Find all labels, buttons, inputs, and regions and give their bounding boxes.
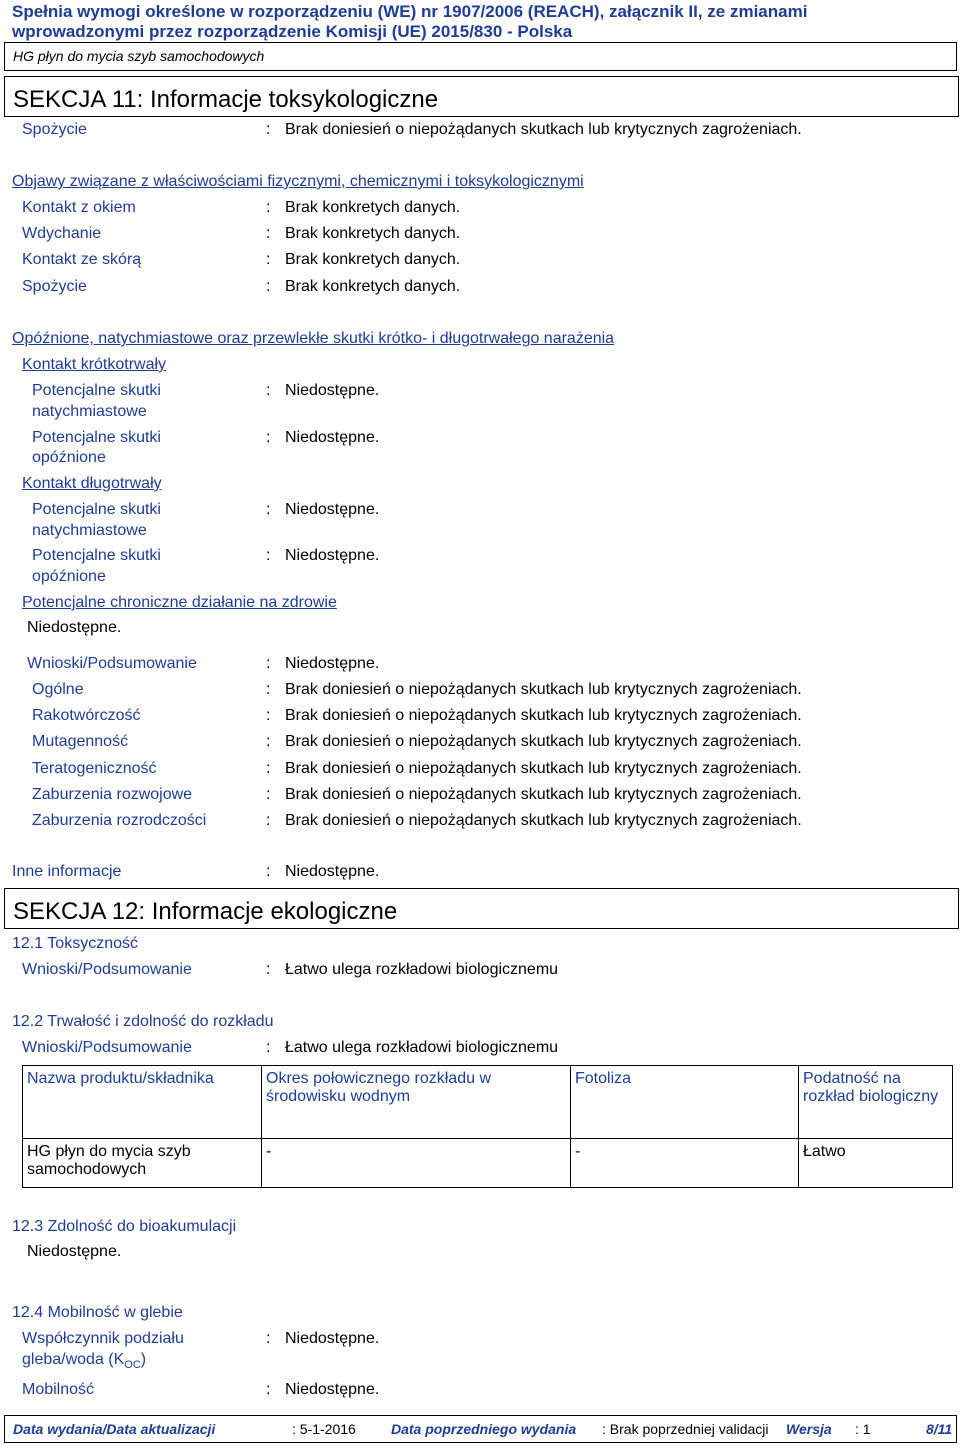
colon: : xyxy=(266,1381,271,1398)
mutagenicity-value: Brak doniesień o niepożądanych skutkach lub krytycznych zagrożeniach. xyxy=(285,733,802,750)
product-name-bar xyxy=(4,42,957,71)
chronic-heading: Potencjalne chroniczne działanie na zdrowie xyxy=(22,594,337,611)
teratogenicity-label: Teratogeniczność xyxy=(32,760,157,777)
colon: : xyxy=(266,225,271,242)
ingestion-label: Spożycie xyxy=(22,121,87,138)
long-immediate-label-2: natychmiastowe xyxy=(32,522,147,539)
long-delayed-label-1: Potencjalne skutki xyxy=(32,547,161,564)
short-delayed-label-2: opóźnione xyxy=(32,449,106,466)
inhalation-value: Brak konkretych danych. xyxy=(285,225,461,242)
section-11-title-box xyxy=(4,76,959,117)
long-delayed-value: Niedostępne. xyxy=(285,547,380,564)
long-immediate-label-1: Potencjalne skutki xyxy=(32,501,161,518)
toxicity-heading: 12.1 Toksyczność xyxy=(12,935,138,952)
koc-subscript: OC xyxy=(124,1359,141,1372)
carcinogenicity-label: Rakotwórczość xyxy=(32,707,141,724)
doc-header-line2: wprowadzonymi przez rozporządzenie Komisji (UE) 2015/830 - Polska xyxy=(12,22,573,41)
developmental-value: Brak doniesień o niepożądanych skutkach lub krytycznych zagrożeniach. xyxy=(285,786,802,803)
version-label: Wersja xyxy=(786,1421,832,1437)
toxicity-summary-value: Łatwo ulega rozkładowi biologicznemu xyxy=(285,961,559,978)
summary-value: Niedostępne. xyxy=(285,655,380,672)
eye-contact-label: Kontakt z okiem xyxy=(22,199,136,216)
other-info-value: Niedostępne. xyxy=(285,863,380,880)
ingestion-symptom-value: Brak konkretych danych. xyxy=(285,278,461,295)
short-immediate-label-1: Potencjalne skutki xyxy=(32,382,161,399)
table-row xyxy=(23,1139,953,1188)
table-header-row xyxy=(23,1066,953,1139)
colon: : xyxy=(266,382,271,399)
colon: : xyxy=(266,707,271,724)
delayed-effects-heading: Opóźnione, natychmiastowe oraz przewlekłe skutki krótko- i długotrwałego narażenia xyxy=(12,330,615,347)
table-cell-halflife: - xyxy=(262,1139,571,1188)
long-delayed-label-2: opóźnione xyxy=(32,568,106,585)
teratogenicity-value: Brak doniesień o niepożądanych skutkach lub krytycznych zagrożeniach. xyxy=(285,760,802,777)
table-header-product: Nazwa produktu/składnika xyxy=(23,1066,262,1139)
long-immediate-value: Niedostępne. xyxy=(285,501,380,518)
section-12-title: SEKCJA 12: Informacje ekologiczne xyxy=(13,898,398,925)
bioaccumulation-value: Niedostępne. xyxy=(27,1243,122,1260)
koc-label-1: Współczynnik podziału xyxy=(22,1330,184,1347)
table-cell-photolysis: - xyxy=(571,1139,799,1188)
page-footer xyxy=(4,1415,957,1443)
degradation-table xyxy=(22,1065,953,1188)
page-number: 8/11 xyxy=(926,1421,953,1437)
persistence-heading: 12.2 Trwałość i zdolność do rozkładu xyxy=(12,1013,274,1030)
colon: : xyxy=(266,681,271,698)
persistence-summary-label: Wnioski/Podsumowanie xyxy=(22,1039,192,1056)
table-header-biodegradability: Podatność na rozkład biologiczny xyxy=(799,1066,953,1139)
table-cell-biodegradability: Łatwo xyxy=(799,1139,953,1188)
issue-date-value: : 5-1-2016 xyxy=(292,1421,356,1437)
short-term-heading: Kontakt krótkotrwały xyxy=(22,356,167,373)
developmental-label: Zaburzenia rozwojowe xyxy=(32,786,193,803)
colon: : xyxy=(266,733,271,750)
koc-label-text: gleba/woda (K xyxy=(22,1351,125,1368)
short-delayed-value: Niedostępne. xyxy=(285,429,380,446)
koc-label-2 xyxy=(22,1351,146,1371)
product-name: HG płyn do mycia szyb samochodowych xyxy=(13,48,265,64)
persistence-summary-value: Łatwo ulega rozkładowi biologicznemu xyxy=(285,1039,559,1056)
mobility-label: Mobilność xyxy=(22,1381,95,1398)
fertility-value: Brak doniesień o niepożądanych skutkach lub krytycznych zagrożeniach. xyxy=(285,812,802,829)
chronic-value: Niedostępne. xyxy=(27,619,122,636)
section-11-title: SEKCJA 11: Informacje toksykologiczne xyxy=(13,86,439,113)
skin-contact-label: Kontakt ze skórą xyxy=(22,251,142,268)
colon: : xyxy=(266,760,271,777)
colon: : xyxy=(266,863,271,880)
colon: : xyxy=(266,121,271,138)
skin-contact-value: Brak konkretych danych. xyxy=(285,251,461,268)
general-value: Brak doniesień o niepożądanych skutkach lub krytycznych zagrożeniach. xyxy=(285,681,802,698)
bioaccumulation-heading: 12.3 Zdolność do bioakumulacji xyxy=(12,1218,237,1235)
colon: : xyxy=(266,199,271,216)
mobility-value: Niedostępne. xyxy=(285,1381,380,1398)
colon: : xyxy=(266,251,271,268)
koc-label-close: ) xyxy=(140,1351,147,1368)
colon: : xyxy=(266,1039,271,1056)
doc-header-line1: Spełnia wymogi określone w rozporządzeniu (WE) nr 1907/2006 (REACH), załącznik II, ze zmianami xyxy=(12,2,808,21)
colon: : xyxy=(266,812,271,829)
colon: : xyxy=(266,501,271,518)
colon: : xyxy=(266,278,271,295)
short-immediate-value: Niedostępne. xyxy=(285,382,380,399)
koc-value: Niedostępne. xyxy=(285,1330,380,1347)
general-label: Ogólne xyxy=(32,681,84,698)
issue-date-label: Data wydania/Data aktualizacji xyxy=(13,1421,216,1437)
eye-contact-value: Brak konkretych danych. xyxy=(285,199,461,216)
carcinogenicity-value: Brak doniesień o niepożądanych skutkach lub krytycznych zagrożeniach. xyxy=(285,707,802,724)
long-term-heading: Kontakt długotrwały xyxy=(22,475,162,492)
mobility-heading: 12.4 Mobilność w glebie xyxy=(12,1304,183,1321)
colon: : xyxy=(266,786,271,803)
ingestion-symptom-label: Spożycie xyxy=(22,278,87,295)
colon: : xyxy=(266,655,271,672)
table-cell-product: HG płyn do mycia szyb samochodowych xyxy=(23,1139,262,1188)
toxicity-summary-label: Wnioski/Podsumowanie xyxy=(22,961,192,978)
symptoms-heading: Objawy związane z właściwościami fizycznymi, chemicznymi i toksykologicznymi xyxy=(12,173,584,190)
table-header-halflife: Okres połowicznego rozkładu w środowisku wodnym xyxy=(262,1066,571,1139)
summary-label: Wnioski/Podsumowanie xyxy=(27,655,197,672)
colon: : xyxy=(266,961,271,978)
colon: : xyxy=(266,1330,271,1347)
prev-issue-label: Data poprzedniego wydania xyxy=(391,1421,577,1437)
other-info-label: Inne informacje xyxy=(12,863,122,880)
section-12-title-box xyxy=(4,888,959,929)
colon: : xyxy=(266,429,271,446)
prev-issue-value: : Brak poprzedniej validacji xyxy=(602,1421,769,1437)
short-immediate-label-2: natychmiastowe xyxy=(32,403,147,420)
ingestion-value: Brak doniesień o niepożądanych skutkach lub krytycznych zagrożeniach. xyxy=(285,121,802,138)
inhalation-label: Wdychanie xyxy=(22,225,102,242)
short-delayed-label-1: Potencjalne skutki xyxy=(32,429,161,446)
mutagenicity-label: Mutagenność xyxy=(32,733,129,750)
fertility-label: Zaburzenia rozrodczości xyxy=(32,812,207,829)
colon: : xyxy=(266,547,271,564)
table-header-photolysis: Fotoliza xyxy=(571,1066,799,1139)
version-value: : 1 xyxy=(855,1421,871,1437)
